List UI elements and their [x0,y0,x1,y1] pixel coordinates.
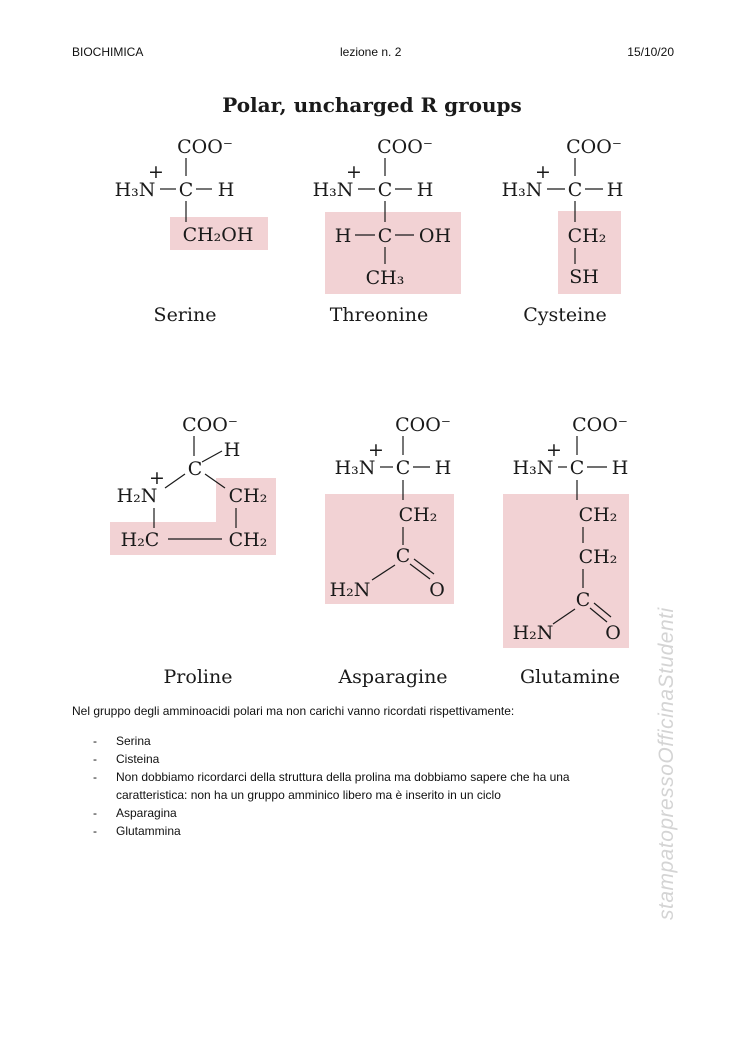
carboxylate: COO⁻ [572,414,628,436]
header-subject: BIOCHIMICA [72,45,144,59]
carboxylate: COO⁻ [566,136,622,158]
amide-nitrogen: H₂N [512,622,554,644]
cysteine-structure [502,136,624,326]
charge-plus: + [346,161,362,183]
methylene: CH₂ [228,485,268,507]
carboxylate: COO⁻ [182,414,238,436]
amide-carbon: C [395,545,411,567]
hydroxyl: OH [418,225,452,247]
list-item-text: Asparagina [116,806,177,820]
charge-plus: + [148,161,164,183]
methylene: CH₂ [228,529,268,551]
list-item [72,804,632,822]
charge-plus: + [546,439,562,461]
bullet-dash: - [93,806,97,820]
proline-label: Proline [163,666,233,688]
methylene: CH₂ [398,504,438,526]
threonine-structure [313,136,461,326]
amide-carbon: C [575,589,591,611]
amino-acid-list [72,732,632,840]
hydrogen: H [611,457,629,479]
alpha-carbon: C [187,458,203,480]
hydrogen: H [217,179,235,201]
list-item [72,822,632,840]
beta-carbon: C [377,225,393,247]
amino-group: H₃N [114,179,156,201]
oxygen: O [605,622,621,644]
list-item-text: Non dobbiamo ricordarci della struttura della prolina ma dobbiamo sapere che ha una caratteristica: non ha un gruppo amminico libero ma è inserito in un ciclo [116,770,570,802]
oxygen: O [429,579,445,601]
methyl: CH₃ [365,267,405,289]
alpha-carbon: C [569,457,585,479]
methylene: CH₂ [578,504,618,526]
carboxylate: COO⁻ [377,136,433,158]
threonine-label: Threonine [329,304,429,326]
charge-plus: + [535,161,551,183]
methylene: CH₂ [578,546,618,568]
alpha-carbon: C [567,179,583,201]
methylene: H₂C [120,529,160,551]
bullet-dash: - [93,770,97,784]
alpha-carbon: C [395,457,411,479]
proline-structure [110,414,276,688]
bullet-dash: - [93,752,97,766]
amino-group: H₃N [512,457,554,479]
bullet-dash: - [93,824,97,838]
list-item [72,750,632,768]
header-date: 15/10/20 [627,45,674,59]
alpha-carbon: C [178,179,194,201]
list-item-text: Serina [116,734,151,748]
asparagine-structure [325,414,454,688]
thiol: SH [569,266,599,288]
glutamine-label: Glutamine [519,666,621,688]
header-lesson: lezione n. 2 [340,45,402,59]
bullet-dash: - [93,734,97,748]
alpha-carbon: C [377,179,393,201]
serine-structure [115,136,268,326]
hydrogen: H [434,457,452,479]
cysteine-label: Cysteine [523,304,607,326]
amino-group: H₃N [334,457,376,479]
glutamine-structure [503,414,629,688]
hydrogen: H [416,179,434,201]
hydrogen: H [334,225,352,247]
amide-nitrogen: H₂N [329,579,371,601]
list-item-text: Cisteina [116,752,160,766]
r-group: CH₂OH [182,224,254,246]
list-item-text: Glutammina [116,824,181,838]
notes-section [72,704,632,840]
serine-label: Serine [153,304,217,326]
amino-group: H₃N [501,179,543,201]
amino-group: H₃N [312,179,354,201]
carboxylate: COO⁻ [395,414,451,436]
methylene: CH₂ [567,225,607,247]
asparagine-label: Asparagine [338,666,448,688]
list-item [72,732,632,750]
figure-title: Polar, uncharged R groups [222,93,522,117]
carboxylate: COO⁻ [177,136,233,158]
hydrogen: H [606,179,624,201]
watermark: stampatopressoOfficinaStudenti [655,607,678,920]
intro-text: Nel gruppo degli amminoacidi polari ma non carichi vanno ricordati rispettivamente: [72,704,515,718]
list-item [72,768,632,804]
charge-plus: + [149,467,165,489]
hydrogen: H [223,439,241,461]
charge-plus: + [368,439,384,461]
amino-group: H₂N [116,485,158,507]
